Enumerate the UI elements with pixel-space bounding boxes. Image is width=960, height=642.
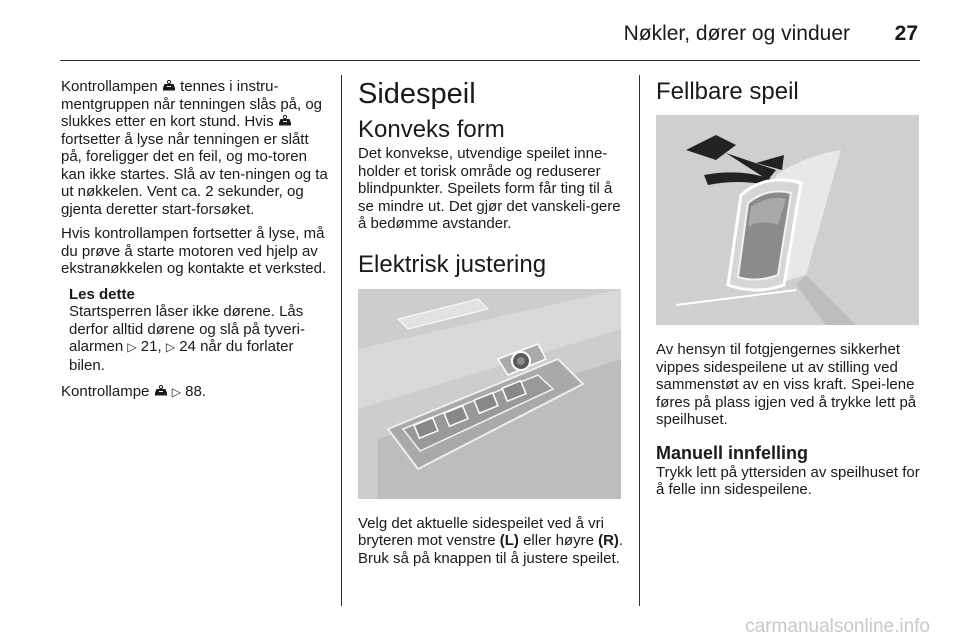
reference-arrow-icon: ▷	[165, 340, 176, 354]
note-text: Startsperren låser ikke dørene. Lås derfor alltid dørene og slå på tyveri-alarmen ▷ 21, ▷ 24 når du forlater bilen.	[69, 303, 305, 374]
watermark: carmanualsonline.info	[745, 616, 930, 637]
page-number: 27	[894, 22, 918, 45]
paragraph-folding: Av hensyn til fotgjengernes sikkerhet vippes sidespeilene ut av stilling ved sammenstøt av en viss kraft. Spei-lene føres på plass igjen ved å trykke lett på speilhuset.	[656, 341, 917, 428]
column-divider-2	[639, 75, 640, 606]
section-heading-side-mirrors: Sidespeil	[358, 78, 476, 110]
folding-mirror-illustration	[656, 115, 919, 325]
page-ref-link[interactable]: 24 når du forlater bilen.	[69, 338, 294, 374]
note-title: Les dette	[69, 285, 135, 303]
paragraph-adjust: Velg det aktuelle sidespeilet ved å vri bryteren mot venstre (L) eller høyre (R). Bruk så på knappen til å justere speilet.	[358, 514, 624, 567]
column-2	[358, 78, 626, 574]
car-key-icon	[162, 80, 176, 92]
reference-arrow-icon: ▷	[171, 385, 181, 399]
indicator-reference: Kontrollampe ▷ 88.	[61, 383, 206, 400]
mirror-switch-illustration	[358, 289, 621, 499]
door-switch-drawing	[358, 289, 621, 499]
car-key-icon	[278, 115, 292, 127]
page-ref-link[interactable]: 88.	[185, 383, 206, 400]
column-3	[656, 78, 924, 506]
reference-arrow-icon: ▷	[127, 340, 137, 354]
car-key-icon	[154, 385, 168, 397]
subheading-electric-adjustment: Elektrisk justering	[358, 250, 547, 278]
paragraph-spare-key: Hvis kontrollampen fortsetter å lyse, må du prøve å starte motoren ved hjelp av ekstranøkkelen og kontakte et verksted.	[61, 225, 327, 277]
note-box	[61, 286, 331, 375]
subheading-manual-folding: Manuell innfelling	[656, 442, 808, 463]
paragraph-immobilizer: Kontrollampen tennes i instru-mentgruppen når tenningen slås på, og slukkes etter en kort stund. Hvis fortsetter å lyse når tenningen er slått på, foreligger det en feil, og mo-toren kan ikke startes. Slå av ten-ningen og ta ut nøkkelen. Vent ca. 2 sekunder, og gjenta deretter start-forsøket.	[61, 78, 328, 218]
column-divider-1	[341, 75, 342, 606]
page-ref-link[interactable]: 21,	[140, 338, 162, 355]
section-heading-folding-mirrors: Fellbare speil	[656, 78, 799, 105]
subheading-convex-shape: Konveks form	[358, 116, 505, 143]
paragraph-manual-folding: Trykk lett på yttersiden av speilhuset for å felle inn sidespeilene.	[656, 463, 920, 498]
header-rule	[60, 60, 920, 61]
header-title: Nøkler, dører og vinduer	[623, 22, 850, 45]
paragraph-convex: Det konvekse, utvendige speilet inne-holder et torisk område og reduserer blindpunkter. Speilets form får ting til å se mindre ut. Det gjør det vanskeli-gere å bedømme avstander.	[358, 145, 621, 232]
mirror-drawing	[656, 115, 919, 325]
column-1	[61, 78, 331, 409]
